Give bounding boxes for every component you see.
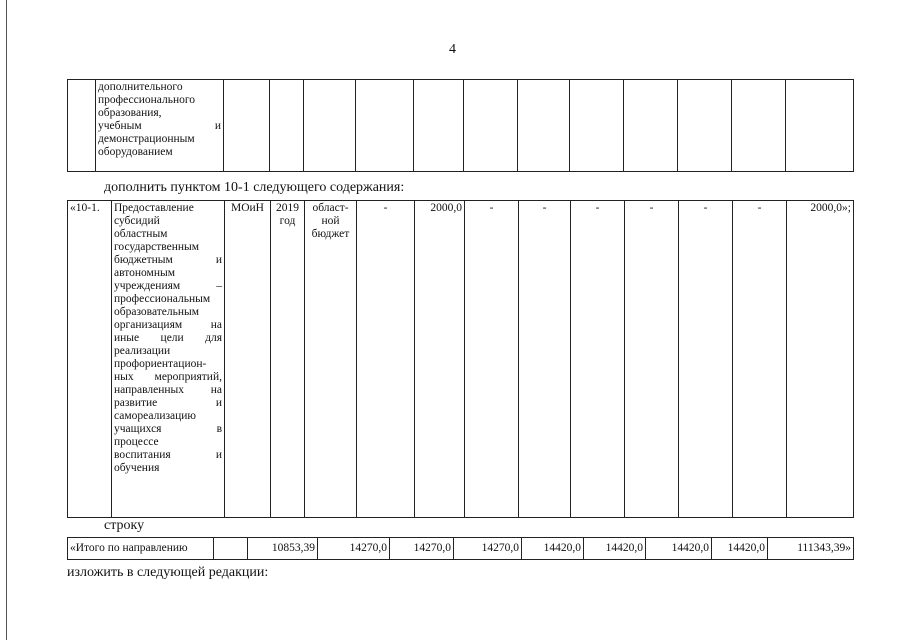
table-item-10-1 [67, 200, 854, 518]
description-word: цели [160, 332, 184, 344]
description-word: учащихся [114, 423, 162, 435]
description-line: демонстрационным [98, 133, 195, 145]
description-line [114, 449, 222, 462]
cell-executor: МОиН [225, 201, 271, 518]
description-word: бюджетным [114, 254, 173, 266]
description-word: мероприятий, [154, 371, 222, 383]
cell-value: - [357, 201, 415, 518]
cell-description [112, 201, 225, 518]
description-line: Предоставление [114, 202, 194, 214]
cell-value: - [625, 201, 679, 518]
cell-value: - [571, 201, 625, 518]
cell-value: 2000,0»; [787, 201, 854, 518]
description-line: государственным [114, 241, 200, 253]
cell-description [96, 80, 224, 172]
description-word: для [205, 332, 222, 344]
description-line: образовательным [114, 306, 200, 318]
description-line [114, 371, 222, 384]
cell-value: - [733, 201, 787, 518]
description-word: и [215, 449, 222, 461]
description-word: организациям [114, 319, 183, 331]
cell-value: 14270,0 [318, 538, 390, 560]
description-line [114, 332, 222, 345]
cell-value: 14420,0 [522, 538, 584, 560]
cell-value: - [519, 201, 571, 518]
description-line: реализации [114, 345, 171, 357]
page-number: 4 [449, 42, 456, 57]
description-line [114, 397, 222, 410]
description-word: воспитания [114, 449, 171, 461]
description-line: самореализацию [114, 410, 197, 422]
description-word: учебным [98, 120, 142, 132]
table-row [68, 538, 854, 560]
description-word: и [214, 120, 221, 132]
description-word: и [215, 254, 222, 266]
description-line: профессиональным [114, 293, 211, 305]
description-line: оборудованием [98, 146, 173, 158]
description-line [114, 254, 222, 267]
note-add-item: дополнить пунктом 10-1 следующего содержания: [104, 180, 405, 195]
description-word: – [216, 280, 222, 292]
description-line [114, 319, 222, 332]
table-continuation [67, 79, 854, 172]
cell-value: 10853,39 [248, 538, 318, 560]
description-word: направленных [114, 384, 185, 396]
description-line: автономным [114, 267, 175, 279]
cell-value: 14420,0 [712, 538, 768, 560]
description-line: субсидий [114, 215, 160, 227]
description-line [114, 384, 222, 397]
description-word: ных [114, 371, 134, 383]
table-row [68, 201, 854, 518]
description-word: учреждениям [114, 280, 181, 292]
description-line: профессионального [98, 94, 196, 106]
cell-value: 111343,39» [768, 538, 854, 560]
cell-num: «10-1. [68, 201, 112, 518]
cell-value: 14420,0 [646, 538, 712, 560]
description-word: и [215, 397, 222, 409]
cell-value: 14420,0 [584, 538, 646, 560]
description-word: в [216, 423, 222, 435]
note-edit: изложить в следующей редакции: [67, 565, 269, 580]
description-word: на [210, 384, 222, 396]
description-line [114, 423, 222, 436]
description-word: на [210, 319, 222, 331]
page-left-border [6, 0, 7, 640]
description-line: профориентацион- [114, 358, 207, 370]
description-line [98, 120, 221, 133]
table-row [68, 80, 854, 172]
description-line: областным [114, 228, 168, 240]
cell-value: - [465, 201, 519, 518]
cell-total-label: «Итого по направлению [68, 538, 214, 560]
description-line: образования, [98, 107, 162, 119]
note-line: строку [104, 518, 145, 533]
description-line: процессе [114, 436, 159, 448]
cell-num [68, 80, 96, 172]
cell-year: 2019 год [271, 201, 305, 518]
description-word: иные [114, 332, 140, 344]
cell-value: 2000,0 [415, 201, 465, 518]
cell-value: 14270,0 [390, 538, 454, 560]
description-line: обучения [114, 462, 160, 474]
description-line [114, 280, 222, 293]
cell-value: - [679, 201, 733, 518]
cell-source: област- ной бюджет [305, 201, 357, 518]
description-word: развитие [114, 397, 158, 409]
table-total [67, 537, 854, 560]
cell-value: 14270,0 [454, 538, 522, 560]
description-line: дополнительного [98, 81, 183, 93]
